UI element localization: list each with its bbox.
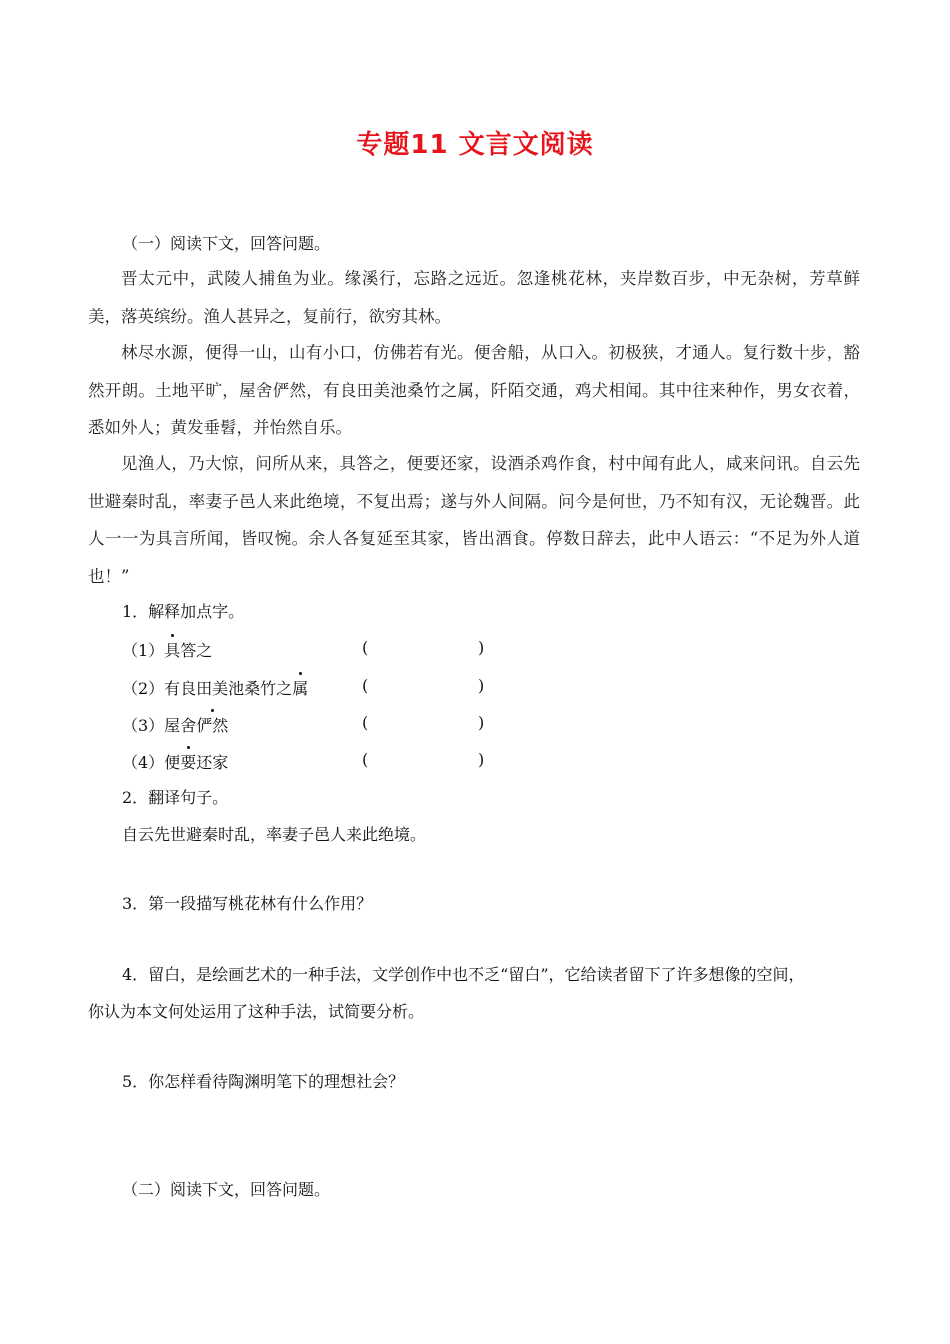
answer-blank-close: ) [478,713,485,732]
question-1-item-4 [122,750,502,774]
question-4-line-1: 4．留白，是绘画艺术的一种手法，文学创作中也不乏“留白”，它给读者留下了许多想像的空间， [122,965,805,984]
item-text: （4）便要还家 [122,750,228,773]
passage-paragraph-1: 晋太元中，武陵人捕鱼为业。缘溪行，忘路之远近。忽逢桃花林，夹岸数百步，中无杂树，芳草鲜美，落英缤纷。渔人甚异之，复前行，欲穷其林。 [88,269,860,326]
section-1-heading: （一）阅读下文，回答问题。 [122,234,331,253]
question-1-item-3 [122,713,502,737]
answer-blank-open[interactable]: ( [362,750,369,769]
answer-blank-close: ) [478,676,485,695]
question-2-prompt: 2．翻译句子。 [122,788,229,807]
answer-blank-open[interactable]: ( [362,713,369,732]
passage-paragraph-3: 见渔人，乃大惊，问所从来，具答之，便要还家，设酒杀鸡作食，村中闻有此人，咸来问讯。自云先世避秦时乱，率妻子邑人来此绝境，不复出焉；遂与外人间隔。问今是何世，乃不知有汉，无论魏晋。此人一一为具言所闻，皆叹惋。余人各复延至其家，皆出酒食。停数日辞去，此中人语云：“不足为外人道也！” [88,454,860,586]
item-text: （1）具答之 [122,638,212,661]
question-5: 5．你怎样看待陶渊明笔下的理想社会？ [122,1072,405,1091]
answer-blank-close: ) [478,750,485,769]
question-3: 3．第一段描写桃花林有什么作用？ [122,894,373,913]
answer-blank-open[interactable]: ( [362,676,369,695]
dotted-char: 具 [164,638,180,661]
section-2-heading: （二）阅读下文，回答问题。 [122,1180,331,1199]
item-text: （3）屋舍俨然 [122,713,228,736]
answer-blank-open[interactable]: ( [362,638,369,657]
question-2-sentence: 自云先世避秦时乱，率妻子邑人来此绝境。 [122,825,427,844]
answer-blank-close: ) [478,638,485,657]
dotted-char: 要 [180,750,196,773]
dotted-char: 属 [292,676,308,699]
question-1-item-2 [122,676,502,700]
question-1-item-1 [122,638,502,662]
page-title: 专题11 文言文阅读 [356,130,594,160]
question-4-line-2: 你认为本文何处运用了这种手法，试简要分析。 [88,1002,425,1021]
passage-paragraph-2: 林尽水源，便得一山，山有小口，仿佛若有光。便舍船，从口入。初极狭，才通人。复行数十步，豁然开朗。土地平旷，屋舍俨然，有良田美池桑竹之属，阡陌交通，鸡犬相闻。其中往来种作，男女衣着，悉如外人；黄发垂髫，并怡然自乐。 [88,343,860,438]
item-text: （2）有良田美池桑竹之属 [122,676,308,699]
dotted-chars: 俨然 [196,713,228,736]
question-1-prompt: 1．解释加点字。 [122,602,245,621]
